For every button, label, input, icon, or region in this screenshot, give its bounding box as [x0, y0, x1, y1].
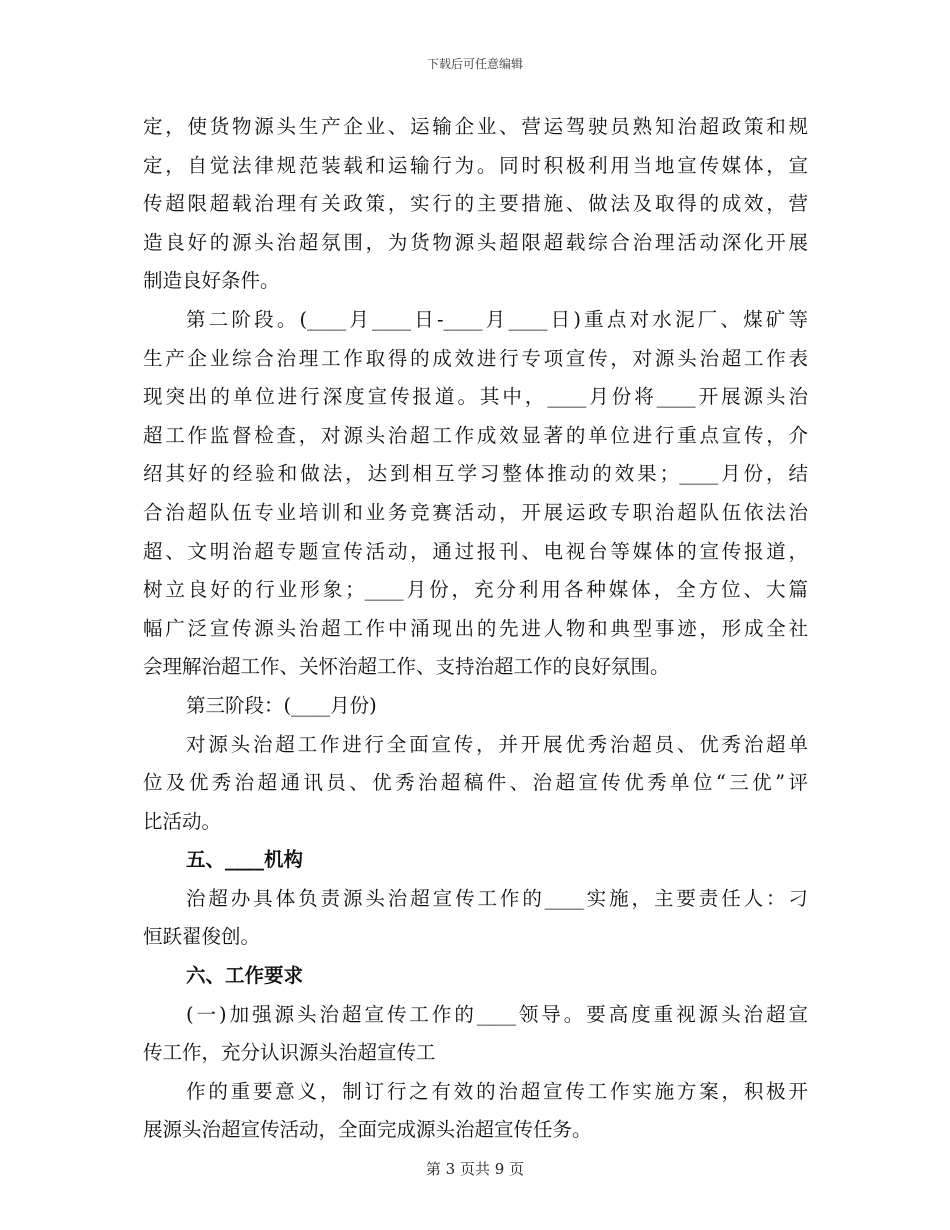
- paragraph-line: 第二阶段。(____月____日-____月____日)重点对水泥厂、煤矿等: [186, 307, 808, 331]
- page-header: 下载后可任意编辑: [426, 57, 523, 71]
- document-body: [143, 108, 808, 1150]
- paragraph-line: 制造良好条件。: [143, 269, 280, 293]
- paragraph-line: 现突出的单位进行深度宣传报道。其中，____月份将____开展源头治: [143, 385, 808, 409]
- paragraph-line: 绍其好的经验和做法，达到相互学习整体推动的效果；____月份，结: [143, 462, 808, 486]
- page-footer: 第 3 页共 9 页: [425, 1160, 525, 1178]
- paragraph-line: 传超限超载治理有关政策，实行的主要措施、做法及取得的成效，营: [143, 192, 808, 216]
- paragraph-line: 作的重要意义，制订行之有效的治超宣传工作实施方案，积极开: [186, 1079, 808, 1103]
- paragraph-line: 树立良好的行业形象；____月份，充分利用各种媒体，全方位、大篇: [143, 578, 808, 602]
- section-heading: 五、____机构: [186, 848, 304, 872]
- paragraph-line: 定，使货物源头生产企业、运输企业、营运驾驶员熟知治超政策和规: [143, 115, 808, 138]
- paragraph-line: 展源头治超宣传活动，全面完成源头治超宣传任务。: [143, 1118, 592, 1142]
- paragraph-line: 位及优秀治超通讯员、优秀治超稿件、治超宣传优秀单位“三优”评: [143, 771, 808, 795]
- paragraph-line: 比活动。: [143, 809, 222, 833]
- paragraph-line: (一)加强源头治超宣传工作的____领导。要高度重视源头治超宣: [186, 1002, 808, 1026]
- paragraph-line: 幅广泛宣传源头治超工作中涌现出的先进人物和典型事迹，形成全社: [143, 616, 808, 640]
- paragraph-line: 传工作，充分认识源头治超宣传工: [143, 1041, 436, 1065]
- paragraph-line: 超、文明治超专题宣传活动，通过报刊、电视台等媒体的宣传报道，: [143, 539, 808, 563]
- paragraph-line: 第三阶段：(____月份): [186, 693, 377, 717]
- paragraph-line: 对源头治超工作进行全面宣传，并开展优秀治超员、优秀治超单: [186, 732, 808, 756]
- paragraph-line: 合治超队伍专业培训和业务竞赛活动，开展运政专职治超队伍依法治: [143, 500, 808, 524]
- paragraph-line: 会理解治超工作、关怀治超工作、支持治超工作的良好氛围。: [143, 655, 670, 679]
- paragraph-line: 造良好的源头治超氛围，为货物源头超限超载综合治理活动深化开展: [143, 230, 808, 254]
- paragraph-line: 定，自觉法律规范装载和运输行为。同时积极利用当地宣传媒体，宣: [143, 153, 808, 177]
- paragraph-line: 超工作监督检查，对源头治超工作成效显著的单位进行重点宣传，介: [143, 423, 808, 447]
- paragraph-line: 恒跃翟俊创。: [143, 925, 261, 949]
- paragraph-line: 治超办具体负责源头治超宣传工作的____实施，主要责任人：刁: [186, 886, 808, 910]
- paragraph-line: 生产企业综合治理工作取得的成效进行专项宣传，对源头治超工作表: [143, 346, 808, 370]
- section-heading: 六、工作要求: [186, 964, 304, 988]
